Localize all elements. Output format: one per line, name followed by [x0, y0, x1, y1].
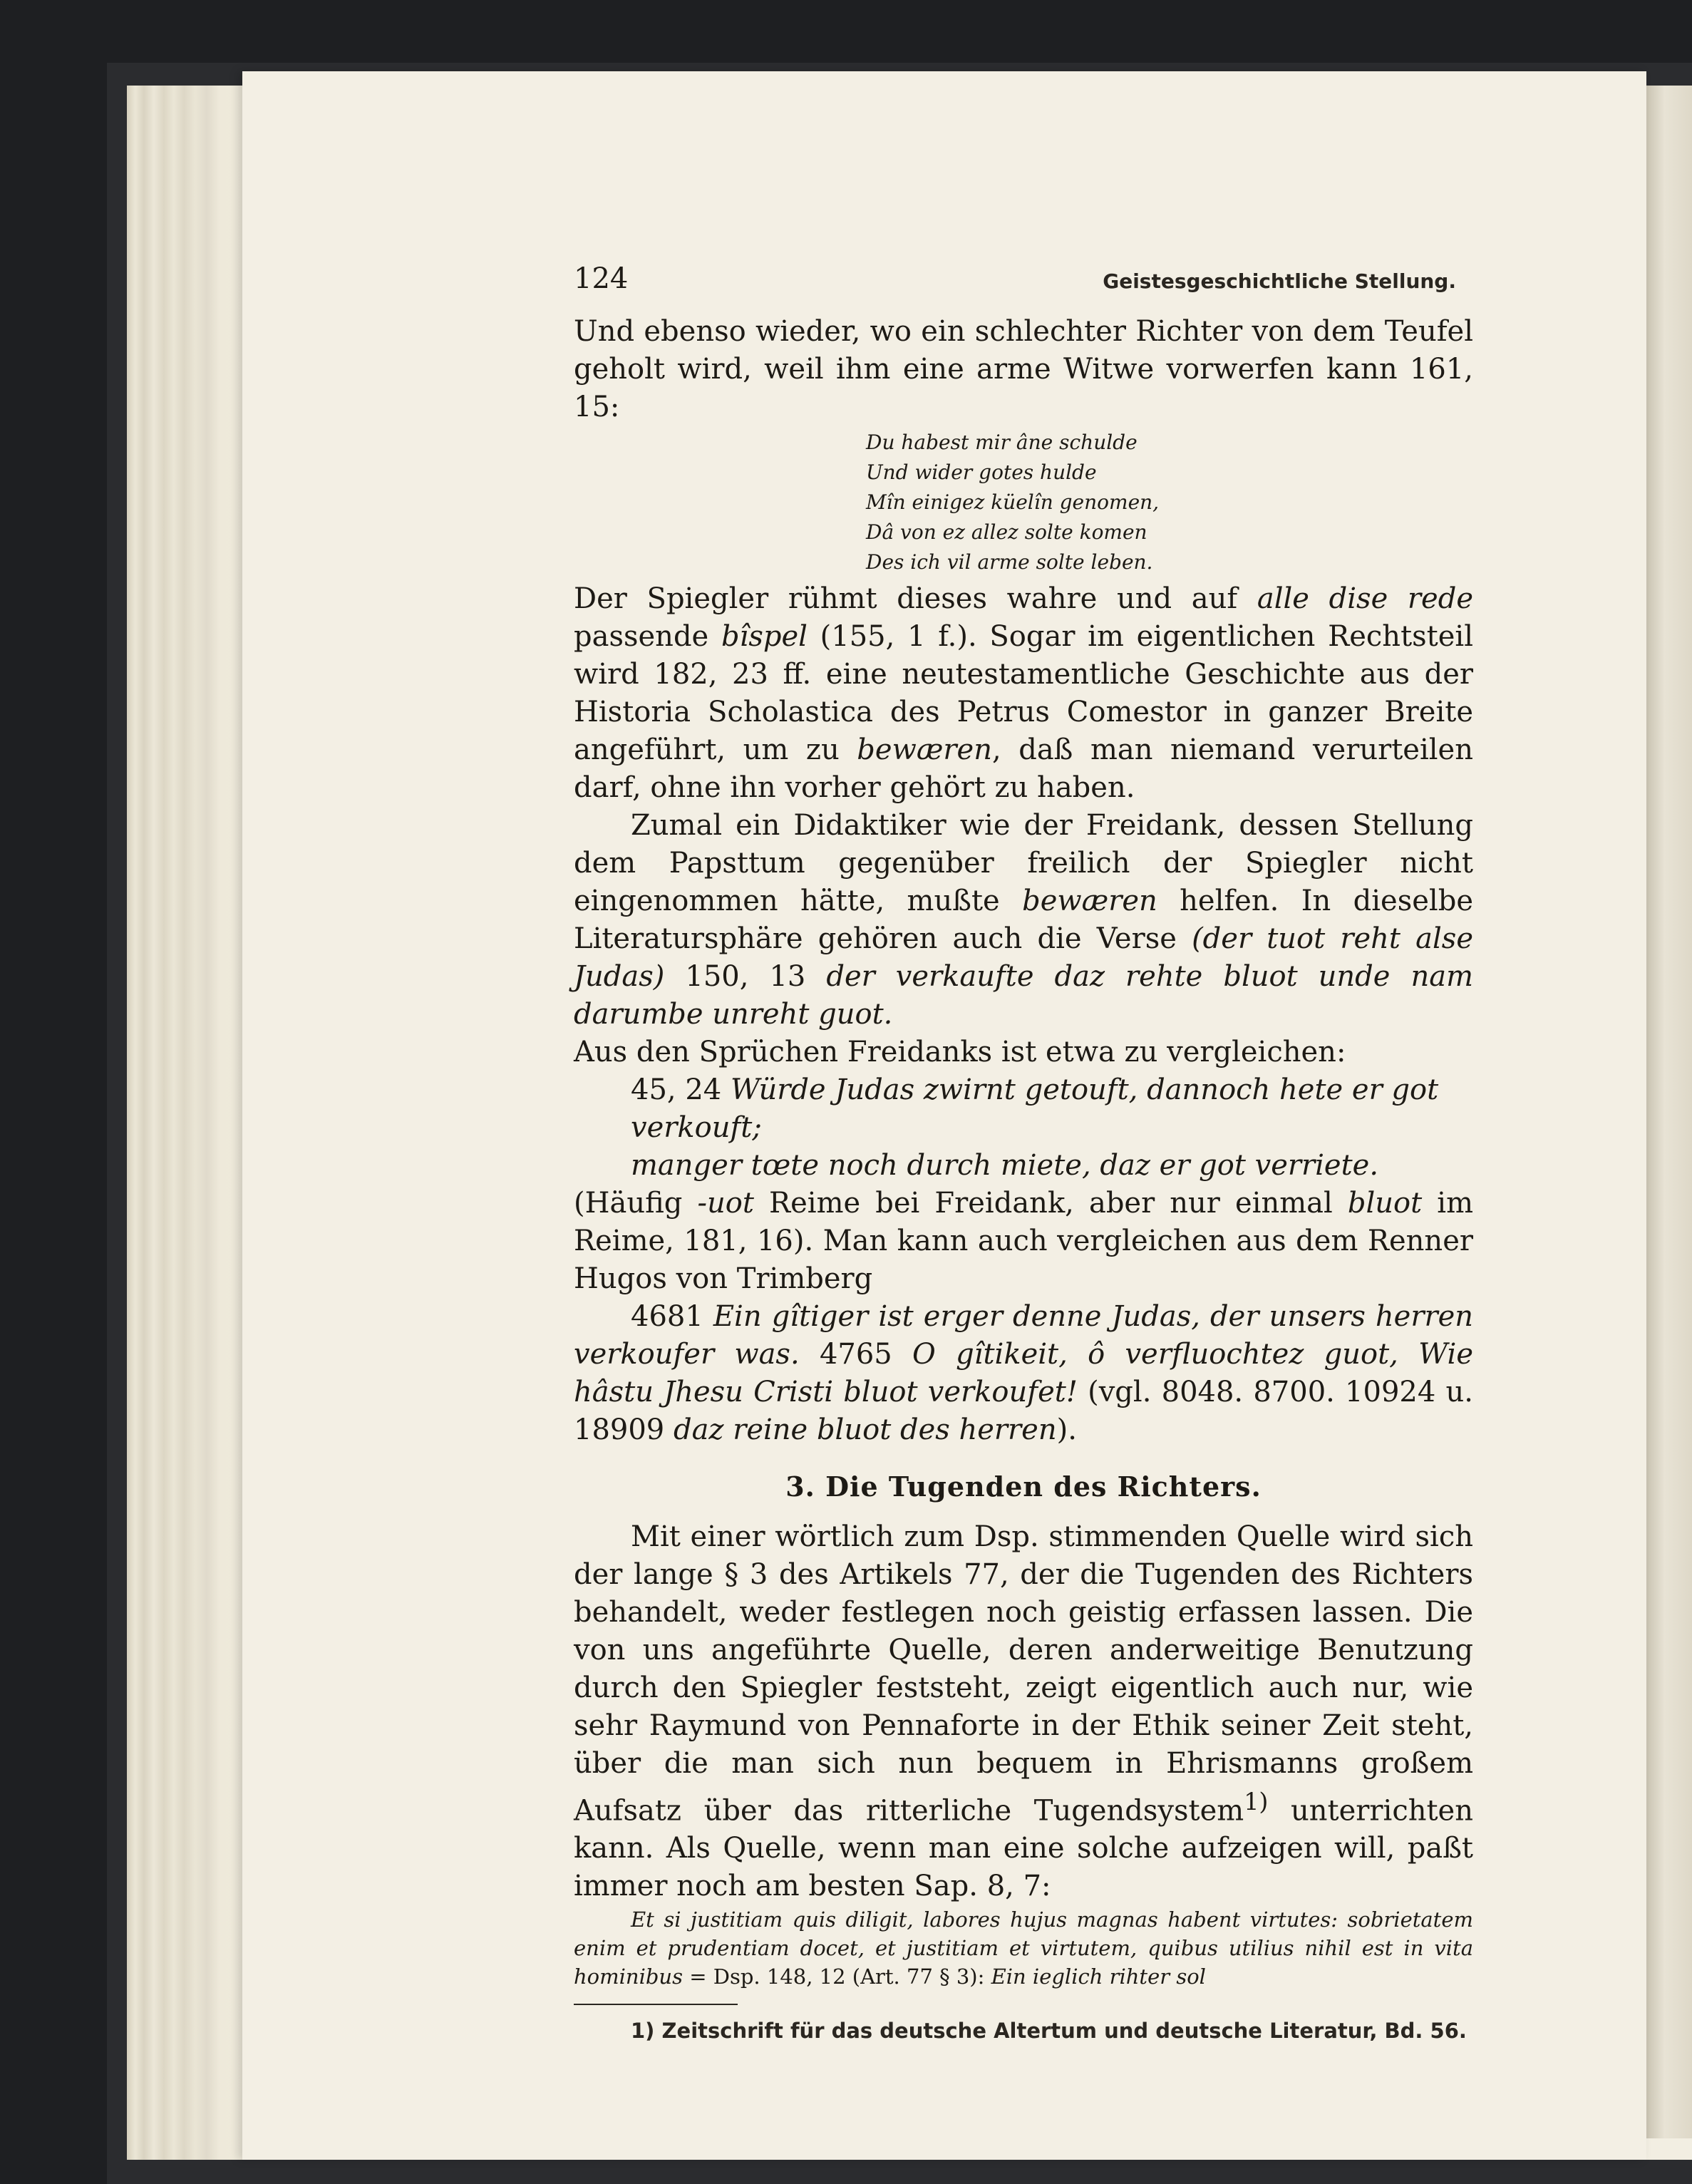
italic-run: -uot — [697, 1187, 754, 1220]
text-run: passende — [574, 620, 721, 653]
text-run: unterrichten kann. Als Quelle, wenn man eine solche aufzeigen will, paßt immer noch am besten Sap. 8, 7: — [574, 1794, 1473, 1903]
verse-line: Dâ von ez allez solte komen — [866, 520, 1147, 544]
paragraph-5 — [574, 1185, 1473, 1298]
page-header — [574, 260, 1473, 300]
text-run: , daß man niemand verurteilen darf, ohne ihn vorher gehört zu haben. — [574, 733, 1473, 804]
italic-run: bluot — [1347, 1187, 1423, 1220]
text-run: Zumal ein Didaktiker wie der Freidank, dessen Stellung dem Papsttum gegenüber freilich der Spiegler nicht eingenommen hätte, mußte — [574, 809, 1473, 917]
italic-run: daz reine bluot des herren — [673, 1413, 1057, 1446]
italic-run: (der tuot reht alse Judas) — [574, 922, 1473, 993]
text-run: 4765 — [819, 1338, 892, 1371]
italic-run: bewæren — [1022, 885, 1157, 917]
freidank-quote — [574, 1071, 1473, 1147]
text-run: Der Spiegler rühmt dieses wahre und auf — [574, 582, 1257, 615]
page-text — [574, 260, 1473, 2050]
italic-run: Et si justitiam quis diligit, labores hujus magnas habent virtutes: sobrietatem enim et prudentiam docet, et justitiam et virtutem, quibus utilius nihil est in vita hominibus — [574, 1907, 1473, 1989]
italic-run: Ein gîtiger ist erger denne Judas, der unsers herren verkoufer was. — [574, 1300, 1473, 1371]
paragraph-4: Aus den Sprüchen Freidanks ist etwa zu vergleichen: — [574, 1036, 1346, 1068]
running-title: Geistesgeschichtliche Stellung. — [1103, 269, 1456, 293]
text-run: Mit einer wörtlich zum Dsp. stimmenden Quelle wird sich der lange § 3 des Artikels 77, der die Tugenden des Richters behandelt, weder festlegen noch geistig erfassen lassen. Die von uns angeführte Quelle, deren anderweitige Benutzung durch den Spiegler feststeht, zeigt eigentlich auch nur, wie sehr Raymund von Pennaforte in der Ethik seiner Zeit steht, über die man sich nun bequem in Ehrismanns großem Aufsatz über das ritterliche Tugendsystem — [574, 1520, 1473, 1828]
verse-line: Du habest mir âne schulde — [866, 431, 1138, 454]
verse-line: Des ich vil arme solte leben. — [866, 550, 1153, 574]
footnote-marker: 1) — [1244, 1788, 1269, 1815]
verse-line: Mîn einigez küelîn genomen, — [866, 490, 1160, 514]
text-run: 4681 — [631, 1300, 703, 1333]
paragraph-6 — [574, 1518, 1473, 1905]
text-run: Reime bei Freidank, aber nur einmal — [753, 1187, 1348, 1220]
text-run: helfen. In dieselbe Literatursphäre gehören auch die Verse — [574, 885, 1473, 955]
paragraph-1: Und ebenso wieder, wo ein schlechter Richter von dem Teufel geholt wird, weil ihm eine arme Witwe vorwerfen kann 161, 15: — [574, 315, 1473, 423]
quote-line: Würde Judas zwirnt getouft, dannoch hete er got verkouft; — [631, 1073, 1439, 1144]
footnote-rule — [574, 2004, 738, 2005]
text-run: (vgl. 8048. 8700. 10924 u. 18909 — [574, 1376, 1473, 1446]
italic-run: O gîtikeit, ô verfluochtez guot, Wie hâstu Jhesu Cristi bluot verkoufet! — [574, 1338, 1473, 1408]
italic-run: alle dise rede — [1257, 582, 1473, 615]
italic-run: bewæren — [857, 733, 992, 766]
italic-run: der verkaufte daz rehte bluot unde nam darumbe unreht guot. — [574, 960, 1473, 1031]
text-run: = Dsp. 148, 12 (Art. 77 § 3): — [683, 1964, 991, 1989]
footnote: 1) Zeitschrift für das deutsche Altertum und deutsche Literatur, Bd. 56. — [631, 2019, 1467, 2044]
paragraph-3 — [574, 807, 1473, 1034]
quote-line: manger tœte noch durch miete, daz er got verriete. — [631, 1149, 1379, 1182]
next-page-edge — [1646, 86, 1692, 2138]
italic-run: Ein ieglich rihter sol — [991, 1964, 1206, 1989]
text-run: ). — [1056, 1413, 1077, 1446]
section-heading: 3. Die Tugenden des Richters. — [785, 1470, 1262, 1503]
text-run: (Häufig — [574, 1187, 698, 1220]
verse-number: 45, 24 — [631, 1073, 722, 1106]
freidank-quote-2 — [574, 1147, 1473, 1185]
verse-quote — [866, 428, 1473, 577]
paragraph-2 — [574, 580, 1473, 807]
verse-line: Und wider gotes hulde — [866, 460, 1097, 484]
text-run: 150, 13 — [664, 960, 827, 993]
page-number: 124 — [574, 262, 629, 295]
text-run: (155, 1 f.). Sogar im eigentlichen Rechtsteil wird 182, 23 ff. eine neutestamentliche Geschichte aus der Historia Scholastica des Petrus Comestor in ganzer Breite angeführt, um zu — [574, 620, 1473, 766]
italic-run: bîspel — [721, 620, 808, 653]
text-run: im Reime, 181, 16). Man kann auch vergleichen aus dem Renner Hugos von Trimberg — [574, 1187, 1473, 1295]
latin-quote — [574, 1905, 1473, 1991]
renner-quote — [574, 1298, 1473, 1449]
